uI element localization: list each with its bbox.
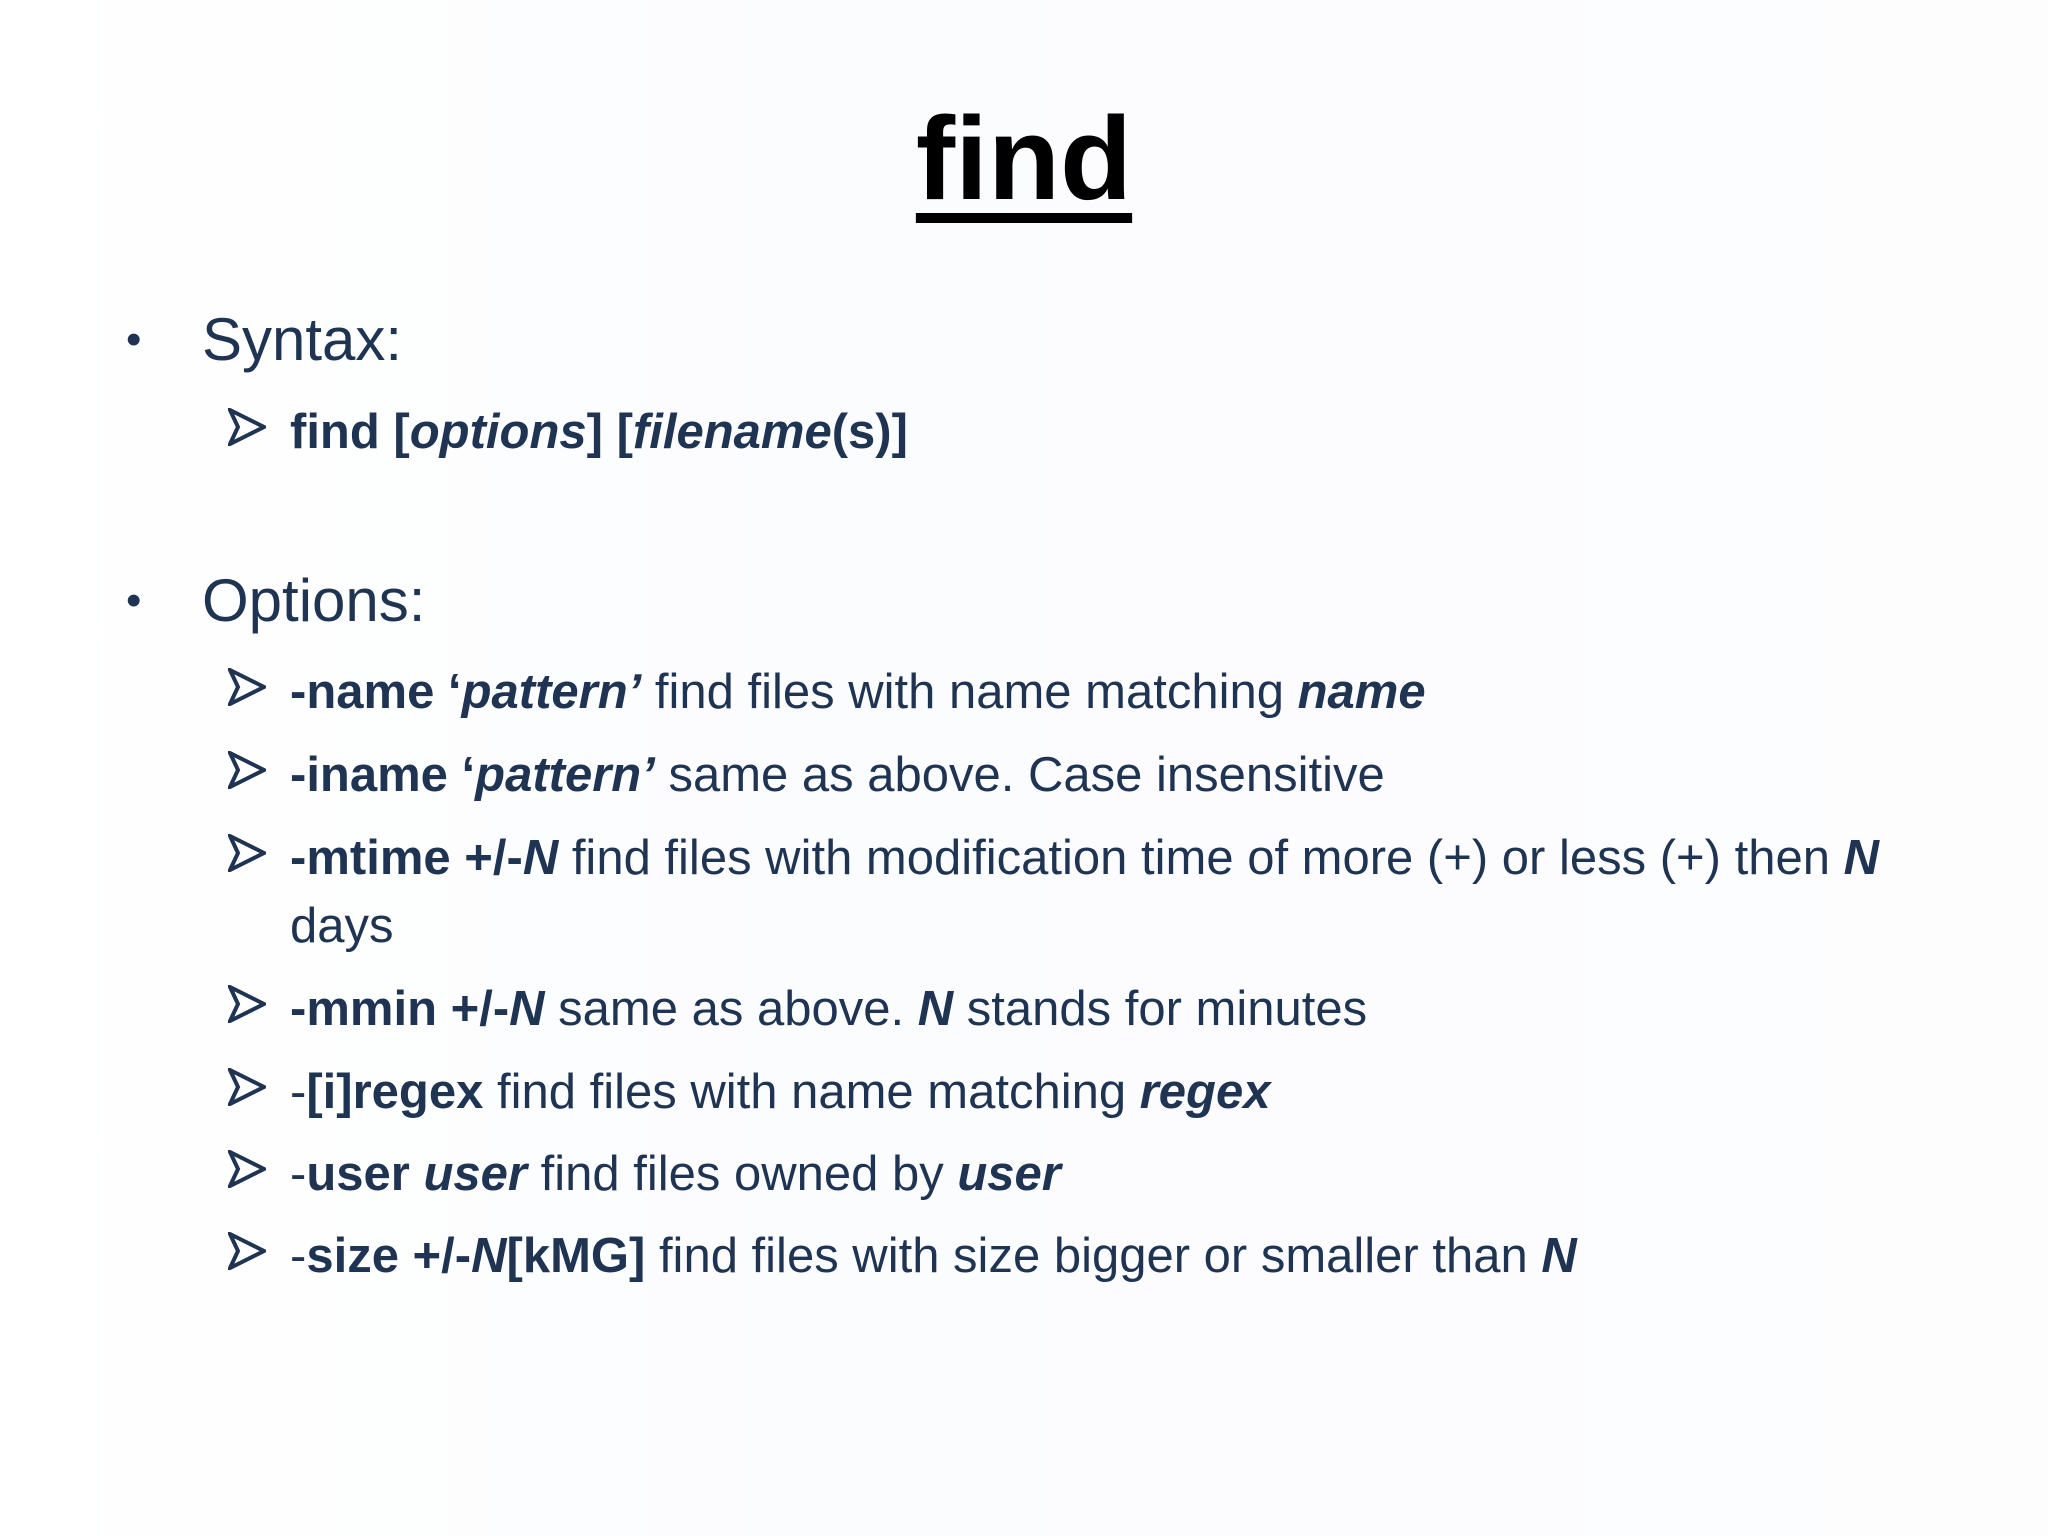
option-item <box>228 975 1928 1043</box>
bullet-syntax <box>126 305 402 374</box>
option-item <box>228 1140 1928 1208</box>
option-user: -user user find files owned by user <box>290 1147 1061 1201</box>
option-name: -name ‘pattern’ find files with name matching name <box>290 665 1426 719</box>
option-iname: -iname ‘pattern’ same as above. Case insensitive <box>290 748 1385 802</box>
arrow-bullet-icon <box>228 975 290 1023</box>
arrow-bullet-icon <box>228 1140 290 1188</box>
arrow-bullet-icon <box>228 1058 290 1106</box>
option-mmin: -mmin +/-N same as above. N stands for minutes <box>290 982 1368 1036</box>
option-item <box>228 1058 1928 1126</box>
syntax-line <box>228 398 1928 466</box>
slide-title: find <box>915 93 1133 225</box>
bullet-dot-icon: • <box>126 314 142 364</box>
syntax-label: Syntax: <box>202 306 403 373</box>
arrow-bullet-icon <box>228 1222 290 1270</box>
arrow-bullet-icon <box>228 398 290 446</box>
option-size: -size +/-N[kMG] find files with size bigger or smaller than N <box>290 1229 1577 1283</box>
option-item <box>228 741 1928 809</box>
arrow-bullet-icon <box>228 824 290 872</box>
arrow-bullet-icon <box>228 658 290 706</box>
options-label: Options: <box>202 567 426 634</box>
syntax-command: find [options] [filename(s)] <box>290 405 908 459</box>
option-item <box>228 824 1928 960</box>
bullet-options <box>126 566 425 635</box>
option-item <box>228 658 1928 726</box>
option-mtime: -mtime +/-N find files with modification time of more (+) or less (+) then N days <box>290 831 1879 953</box>
option-item <box>228 1222 1928 1290</box>
arrow-bullet-icon <box>228 741 290 789</box>
option-regex: -[i]regex find files with name matching regex <box>290 1065 1271 1119</box>
bullet-dot-icon: • <box>126 575 142 625</box>
